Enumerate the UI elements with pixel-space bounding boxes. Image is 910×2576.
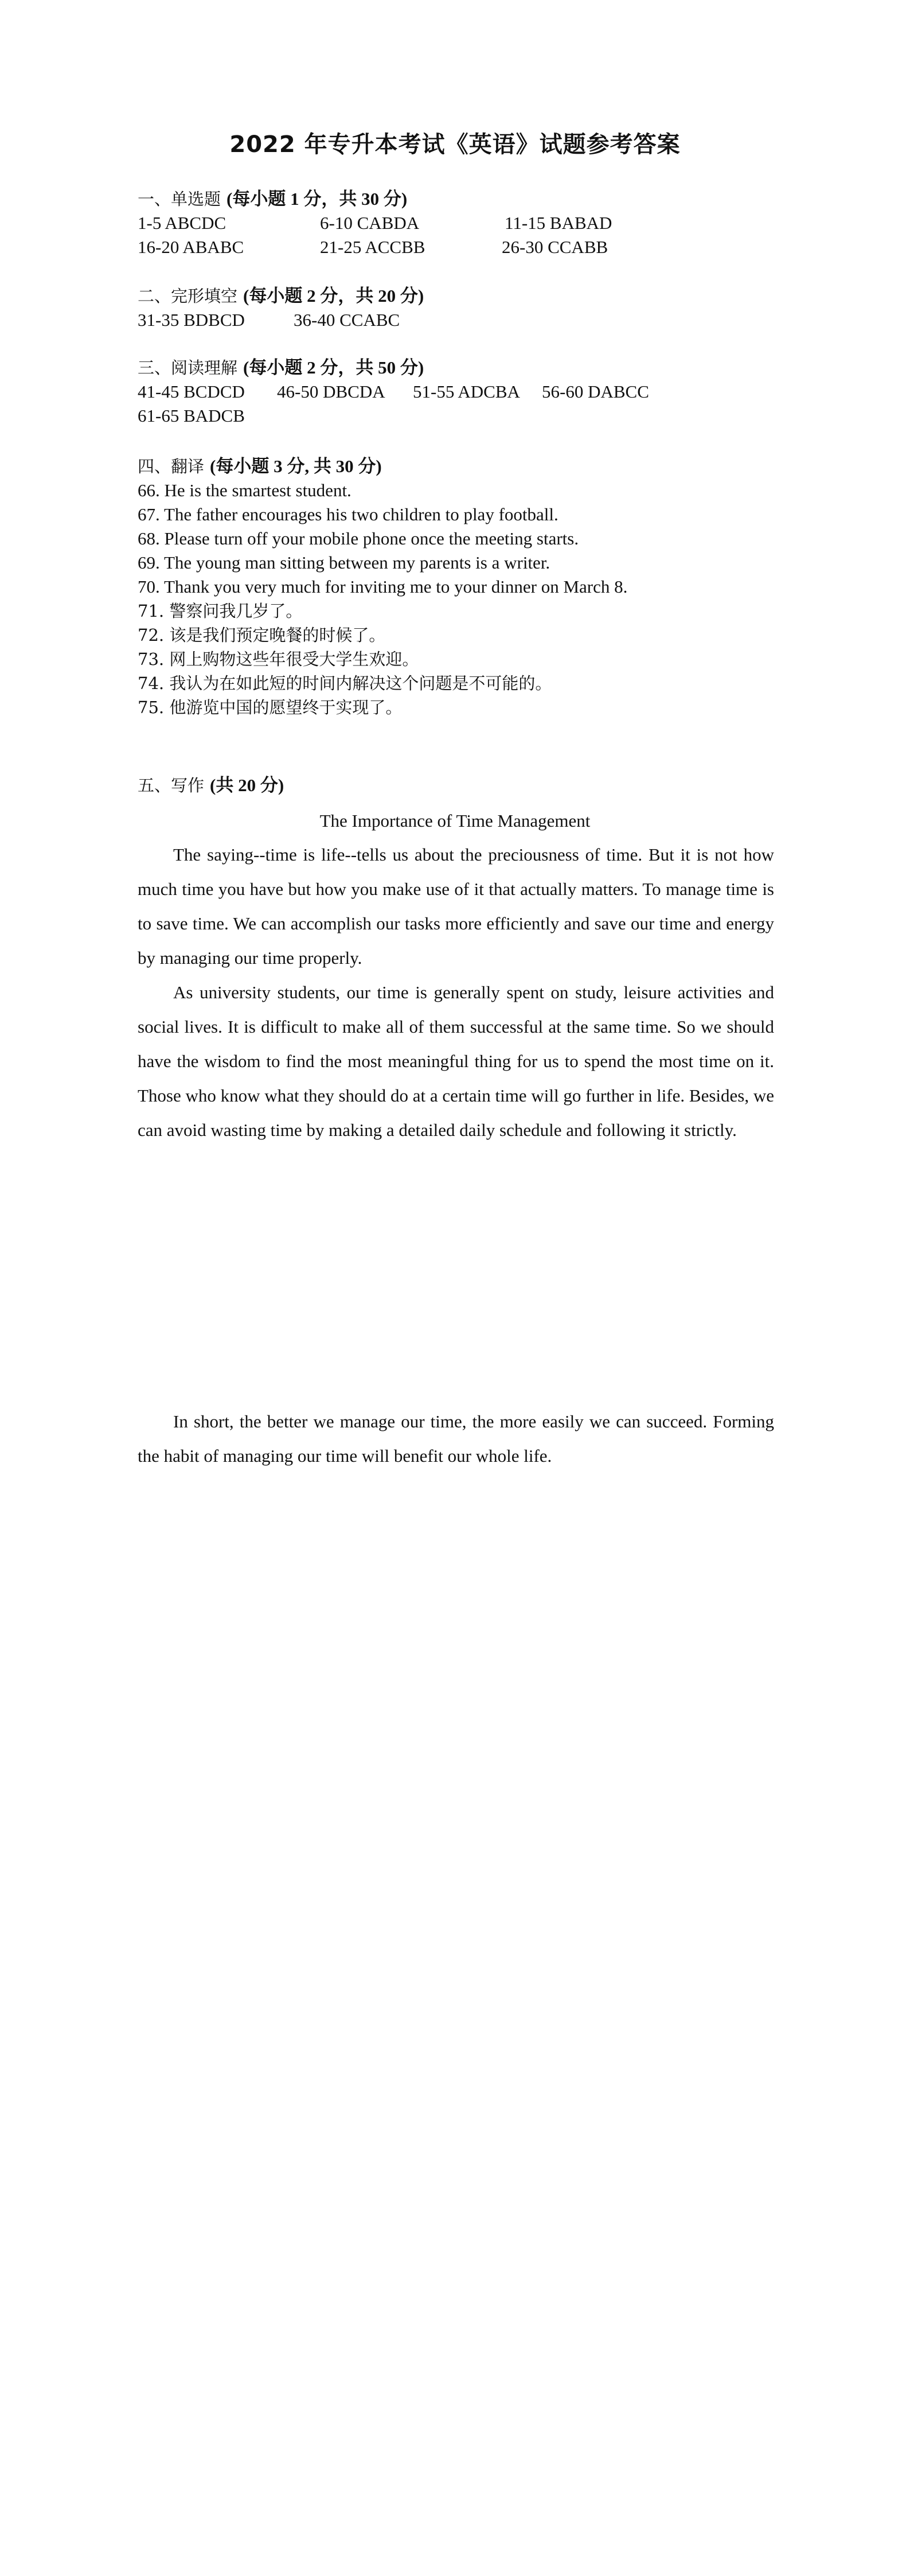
answer-row [138, 404, 774, 428]
answer-group: 1-5 ABCDC [138, 213, 226, 233]
section-cloze [138, 284, 774, 332]
answer-row [138, 211, 774, 235]
essay-paragraph: As university students, our time is generally spent on study, leisure activities and social lives. It is difficult to make all of them successful at the same time. So we should have the wisdom to find the most meaningful thing for us to spend the most time on it. Those who know what they should do at a certain time will go further in life. Besides, we can avoid wasting time by making a detailed daily schedule and following it strictly. [138, 982, 774, 1140]
answer-row [138, 235, 774, 259]
section-writing [138, 773, 774, 797]
translation-answer: 69. The young man sitting between my parents is a writer. [138, 552, 550, 573]
answer-row [138, 380, 774, 404]
section-name: 五、写作 [138, 776, 205, 795]
translation-answer: 67. The father encourages his two children to play football. [138, 504, 559, 524]
answer-group: 26-30 CCABB [502, 237, 608, 257]
section-score-note: (每小题 2 分，共 50 分) [243, 357, 424, 378]
section-score-note: (每小题 1 分，共 30 分) [226, 189, 408, 209]
section-heading [138, 356, 774, 380]
answer-group: 6-10 CABDA [320, 213, 420, 233]
translation-answer: 72. 该是我们预定晚餐的时候了。 [138, 625, 386, 645]
section-score-note: (共 20 分) [210, 775, 284, 795]
section-name: 二、完形填空 [138, 286, 238, 306]
section-name: 四、翻译 [138, 457, 205, 476]
section-reading [138, 356, 774, 428]
answer-row [138, 308, 774, 332]
translation-answer: 68. Please turn off your mobile phone once the meeting starts. [138, 528, 579, 548]
translation-answer: 71. 警察问我几岁了。 [138, 601, 303, 621]
section-heading [138, 773, 774, 797]
section-score-note: (每小题 3 分, 共 30 分) [210, 456, 382, 476]
essay-paragraph: In short, the better we manage our time, the more easily we can succeed. Forming the habit of managing our time will benefit our whole life. [138, 1411, 774, 1466]
section-translation [138, 454, 774, 719]
answer-group: 31-35 BDBCD [138, 310, 245, 330]
answer-group: 36-40 CCABC [294, 310, 400, 330]
answer-group: 51-55 ADCBA [413, 382, 520, 402]
section-heading [138, 284, 774, 308]
translation-answer: 70. Thank you very much for inviting me to your dinner on March 8. [138, 577, 628, 597]
essay-title: The Importance of Time Management [319, 811, 591, 831]
document-title: 2022 年专升本考试《英语》试题参考答案 [229, 131, 681, 158]
section-heading [138, 187, 774, 211]
answer-group: 61-65 BADCB [138, 406, 245, 426]
section-name: 三、阅读理解 [138, 358, 238, 378]
answer-group: 21-25 ACCBB [320, 237, 425, 257]
translation-answer: 66. He is the smartest student. [138, 480, 351, 500]
essay-paragraph: The saying--time is life--tells us about the preciousness of time. But it is not how much time you have but how you make use of it that actually matters. To manage time is to save time. We can accomplish our tasks more efficiently and save our time and energy by managing our time properly. [138, 845, 774, 968]
translation-answer: 74. 我认为在如此短的时间内解决这个问题是不可能的。 [138, 674, 552, 693]
answer-group: 56-60 DABCC [542, 382, 649, 402]
section-single-choice [138, 187, 774, 259]
section-heading [138, 454, 774, 478]
translation-answer: 75. 他游览中国的愿望终于实现了。 [138, 698, 403, 717]
answer-group: 16-20 ABABC [138, 237, 244, 257]
answer-group: 46-50 DBCDA [277, 382, 385, 402]
answer-group: 41-45 BCDCD [138, 382, 245, 402]
section-name: 一、单选题 [138, 189, 221, 209]
answer-group: 11-15 BABAD [505, 213, 612, 233]
translation-answer: 73. 网上购物这些年很受大学生欢迎。 [138, 649, 419, 669]
section-score-note: (每小题 2 分，共 20 分) [243, 286, 424, 306]
